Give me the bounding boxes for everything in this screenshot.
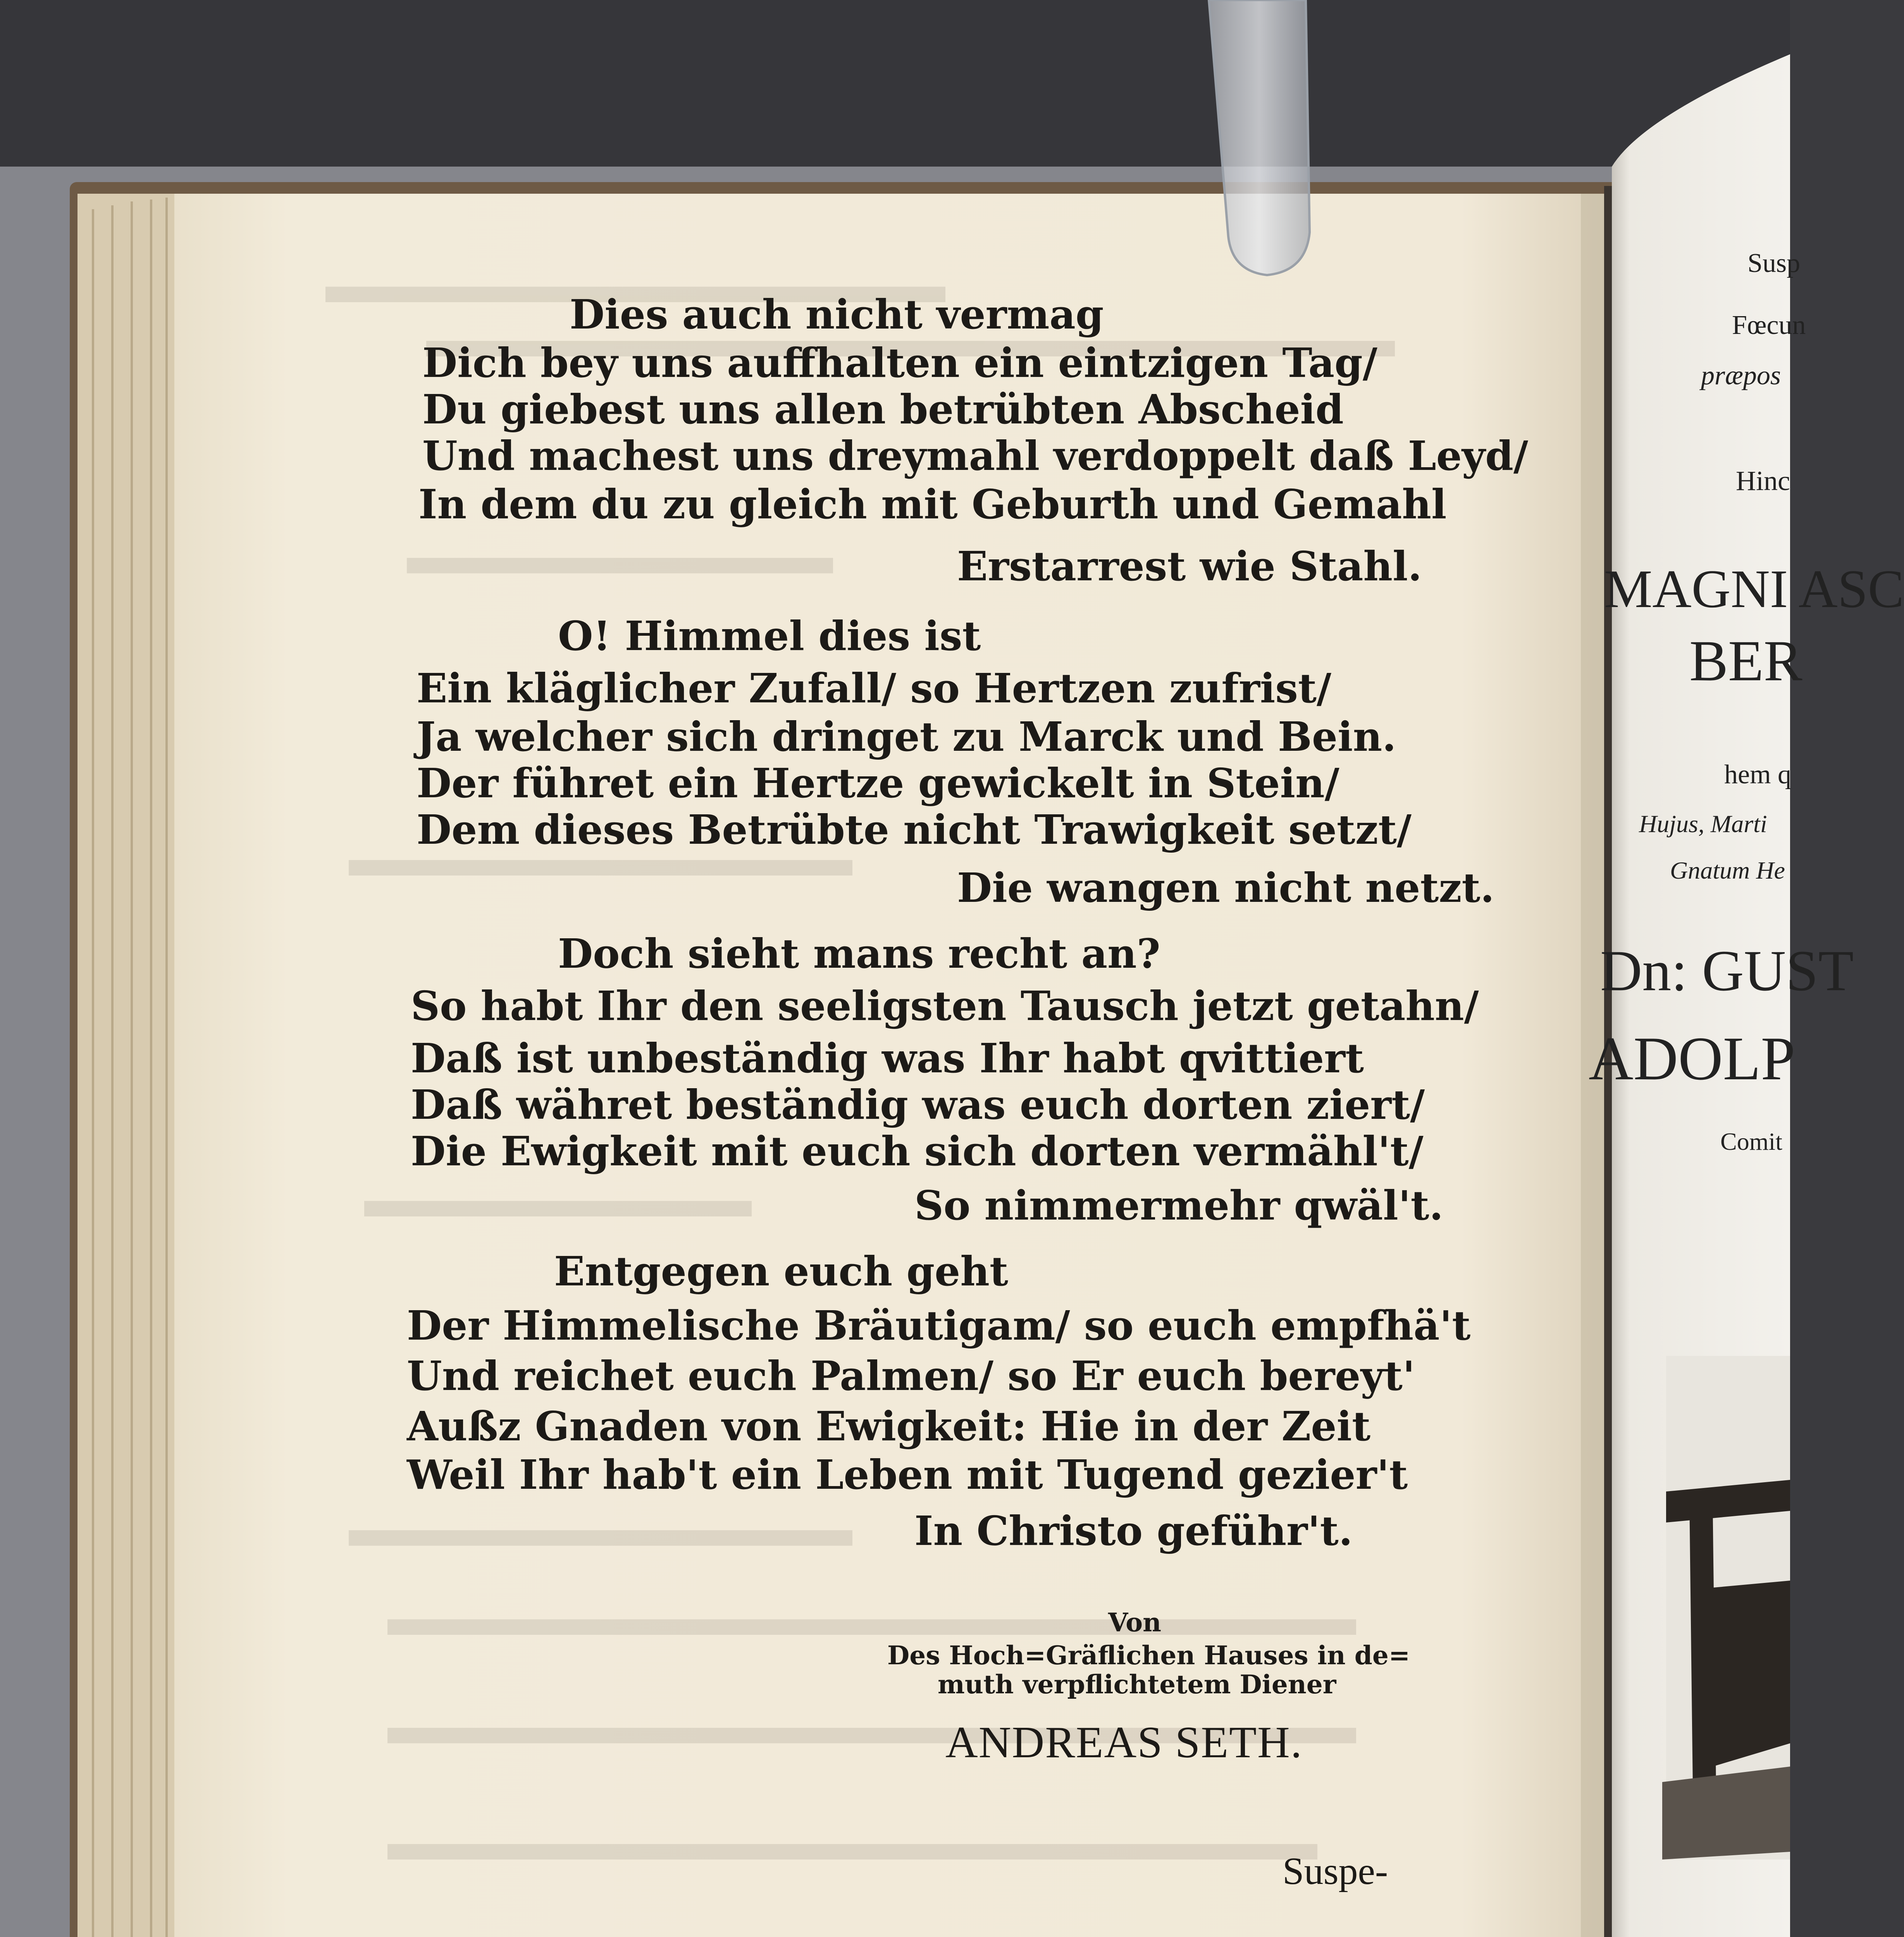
signature-line: muth verpflichtetem Diener — [938, 1669, 1336, 1700]
poem-line: Daß ist unbeständig was Ihr habt qvittiert — [411, 1034, 1364, 1082]
poem-line-end: So nimmermehr qwäl't. — [914, 1182, 1443, 1229]
poem-line: Daß währet beständig was euch dorten ziert/ — [411, 1081, 1425, 1128]
poem-line-end: Die wangen nicht netzt. — [957, 864, 1494, 912]
poem-line: Entgegen euch geht — [554, 1247, 1008, 1295]
poem-line: Der Himmelische Bräutigam/ so euch empfhä't — [407, 1302, 1471, 1349]
right-page-line: Comit — [1720, 1128, 1783, 1155]
right-page-line: præpos — [1701, 361, 1781, 390]
right-page-line: MAGNI ASC — [1604, 559, 1904, 619]
poem-line: Die Ewigkeit mit euch sich dorten vermähl't/ — [411, 1127, 1424, 1175]
poem-line: Ein kläglicher Zufall/ so Hertzen zufrist/ — [417, 664, 1331, 712]
poem-line: Dich bey uns auffhalten ein eintzigen Tag/ — [422, 339, 1377, 387]
right-page-line: Dn: GUST — [1600, 939, 1854, 1003]
right-page-line: Fœcun — [1732, 310, 1806, 340]
poem-line: Dem dieses Betrübte nicht Trawigkeit setzt/ — [417, 806, 1412, 853]
poem-line: Dies auch nicht vermag — [570, 291, 1104, 338]
poem-line: O! Himmel dies ist — [558, 612, 981, 660]
poem-line-end: Erstarrest wie Stahl. — [957, 542, 1422, 590]
poem-line: Der führet ein Hertze gewickelt in Stein/ — [417, 759, 1339, 807]
poem-line-end: In Christo geführ't. — [914, 1507, 1353, 1555]
poem-line: Weil Ihr hab't ein Leben mit Tugend gezier't — [407, 1451, 1408, 1498]
poem-line: Ja welcher sich dringet zu Marck und Bein. — [417, 713, 1396, 760]
poem-line: Und reichet euch Palmen/ so Er euch bereyt' — [407, 1352, 1415, 1400]
signature-von: Von — [1108, 1607, 1162, 1638]
right-page-line: Hinc — [1736, 465, 1790, 496]
right-page-line: Susp — [1747, 248, 1801, 278]
signature-line: Des Hoch=Gräflichen Hauses in de= — [887, 1640, 1410, 1670]
poem-line: Und machest uns dreymahl verdoppelt daß Leyd/ — [422, 432, 1529, 480]
right-page-line: Hujus, Marti — [1639, 810, 1767, 838]
poem-line: So habt Ihr den seeligsten Tausch jetzt getahn/ — [411, 982, 1479, 1030]
poem-line: Doch sieht mans recht an? — [558, 930, 1160, 977]
right-page-line: hem q — [1724, 760, 1792, 790]
poem-line: In dem du zu gleich mit Geburth und Gemahl — [418, 480, 1447, 528]
poem-line: Außz Gnaden von Ewigkeit: Hie in der Zeit — [407, 1402, 1371, 1450]
right-page-line: ADOLP — [1589, 1024, 1796, 1093]
catchword: Suspe- — [1283, 1849, 1388, 1892]
signature-name: ANDREAS SETH. — [945, 1718, 1303, 1767]
right-page-line: BER — [1689, 629, 1802, 693]
right-page-line: Gnatum He — [1670, 857, 1785, 884]
poem-line: Du giebest uns allen betrübten Abscheid — [422, 385, 1344, 433]
